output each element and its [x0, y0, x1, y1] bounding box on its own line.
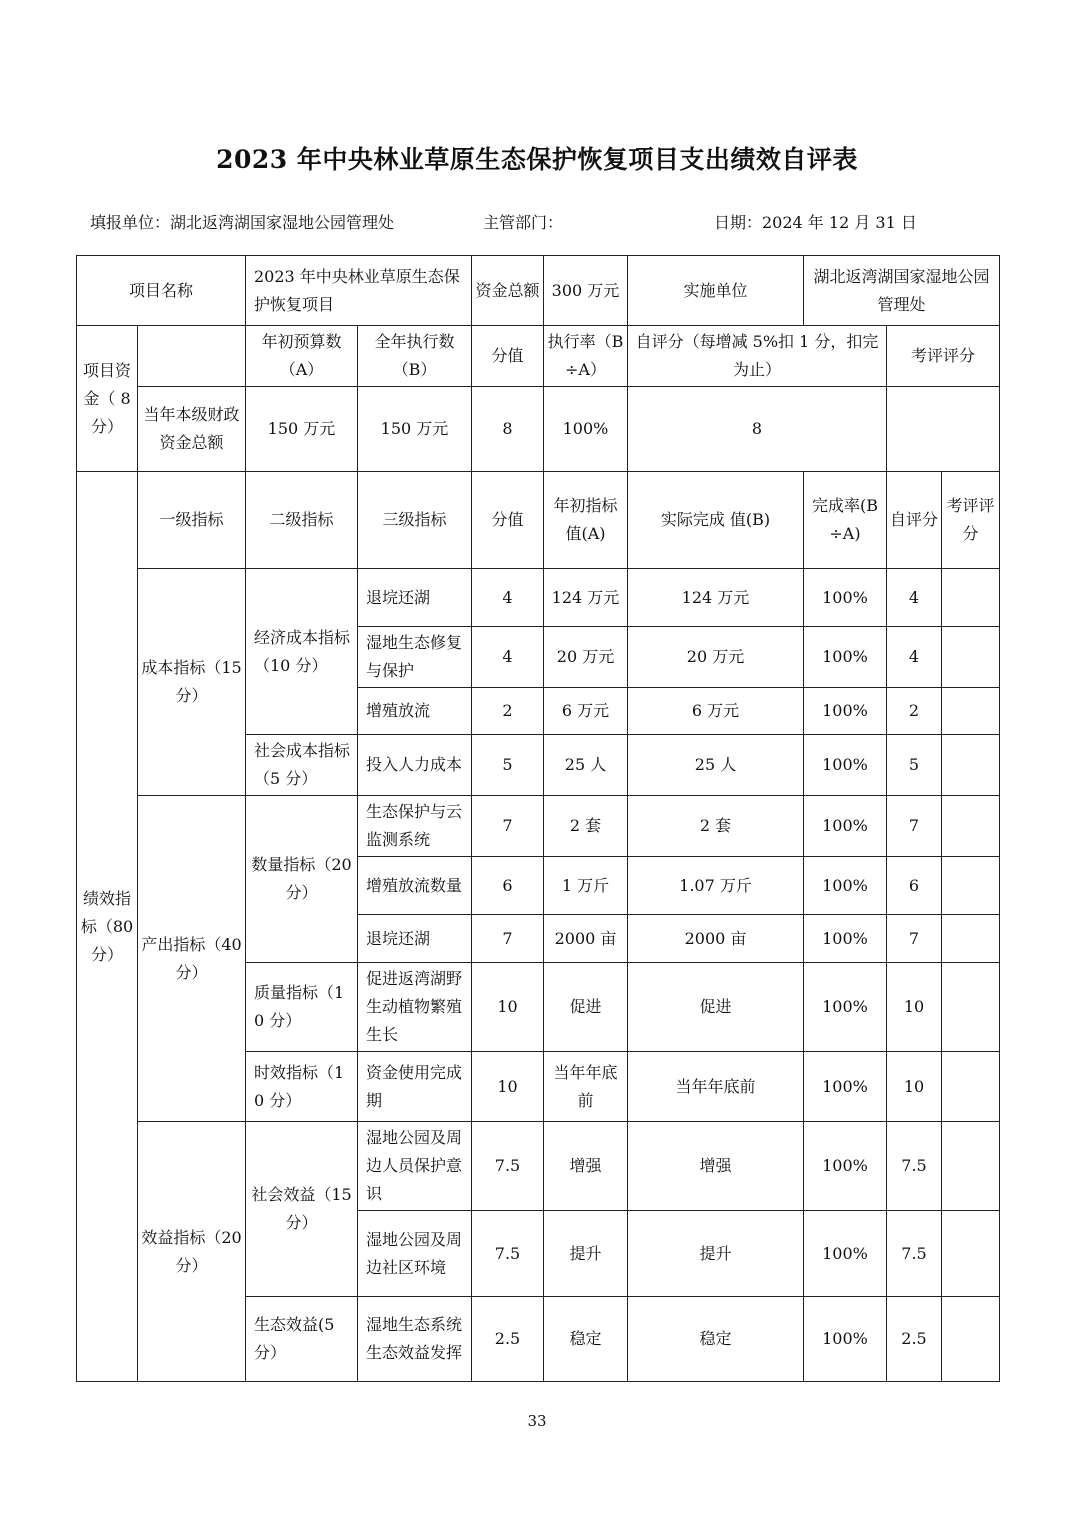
subgroup-quantity: 数量指标（20 分）: [246, 796, 358, 963]
fund-total: 300 万元: [544, 256, 628, 326]
self-evaluation-table: [76, 255, 1000, 1382]
table-row: [77, 796, 1000, 857]
col-self: 自评分: [887, 472, 942, 569]
indicator-score: 4: [472, 627, 544, 688]
project-name: 2023 年中央林业草原生态保护恢复项目: [246, 256, 472, 326]
funds-data-row: [77, 387, 1000, 472]
group-cost: 成本指标（15 分）: [138, 569, 246, 796]
indicator-target: 20 万元: [544, 627, 628, 688]
group-benefit: 效益指标（20 分）: [138, 1122, 246, 1382]
funds-eval-score: [887, 387, 1000, 472]
indicator-name: 生态保护与云监测系统: [358, 796, 472, 857]
funds-row-label: 当年本级财政资金总额: [138, 387, 246, 472]
indicator-self: 7: [887, 796, 942, 857]
subgroup-eco-benefit: 生态效益(5 分）: [246, 1297, 358, 1382]
indicator-name: 资金使用完成期: [358, 1052, 472, 1122]
indicator-eval: [942, 963, 1000, 1052]
indicator-target: 当年年底前: [544, 1052, 628, 1122]
subgroup-social-benefit: 社会效益（15 分）: [246, 1122, 358, 1297]
indicator-rate: 100%: [804, 857, 887, 915]
indicator-eval: [942, 1211, 1000, 1297]
indicator-target: 促进: [544, 963, 628, 1052]
indicator-eval: [942, 688, 1000, 735]
table-row: [77, 1122, 1000, 1211]
indicator-target: 1 万斤: [544, 857, 628, 915]
group-output: 产出指标（40 分）: [138, 796, 246, 1122]
indicator-score: 4: [472, 569, 544, 627]
indicator-rate: 100%: [804, 915, 887, 963]
indicator-eval: [942, 735, 1000, 796]
col-self-score: 自评分（每增减 5%扣 1 分，扣完为止）: [628, 326, 887, 387]
col-score: 分值: [472, 326, 544, 387]
indicator-self: 2.5: [887, 1297, 942, 1382]
funds-section-label: 项目资金（ 8 分）: [77, 326, 138, 472]
col-level3: 三级指标: [358, 472, 472, 569]
indicator-actual: 25 人: [628, 735, 804, 796]
impl-unit: 湖北返湾湖国家湿地公园管理处: [804, 256, 1000, 326]
indicator-name: 湿地公园及周边社区环境: [358, 1211, 472, 1297]
indicator-actual: 6 万元: [628, 688, 804, 735]
indicator-self: 7: [887, 915, 942, 963]
indicator-actual: 20 万元: [628, 627, 804, 688]
indicator-name: 退垸还湖: [358, 915, 472, 963]
indicator-rate: 100%: [804, 1297, 887, 1382]
indicator-eval: [942, 1052, 1000, 1122]
indicator-name: 增殖放流数量: [358, 857, 472, 915]
indicator-name: 增殖放流: [358, 688, 472, 735]
funds-exec: 150 万元: [358, 387, 472, 472]
col-level1: 一级指标: [138, 472, 246, 569]
col-complete-rate: 完成率(B÷A): [804, 472, 887, 569]
indicator-self: 10: [887, 1052, 942, 1122]
funds-self-score: 8: [628, 387, 887, 472]
indicator-score: 7.5: [472, 1211, 544, 1297]
indicator-eval: [942, 796, 1000, 857]
funds-score: 8: [472, 387, 544, 472]
indicator-eval: [942, 915, 1000, 963]
indicator-score: 2: [472, 688, 544, 735]
indicator-rate: 100%: [804, 627, 887, 688]
perf-header-row: [77, 472, 1000, 569]
indicator-score: 2.5: [472, 1297, 544, 1382]
subgroup-econ-cost: 经济成本指标（10 分）: [246, 569, 358, 735]
project-name-label: 项目名称: [77, 256, 246, 326]
table-row: [77, 569, 1000, 627]
subgroup-social-cost: 社会成本指标（5 分）: [246, 735, 358, 796]
indicator-name: 促进返湾湖野生动植物繁殖生长: [358, 963, 472, 1052]
indicator-target: 25 人: [544, 735, 628, 796]
indicator-score: 10: [472, 963, 544, 1052]
indicator-target: 提升: [544, 1211, 628, 1297]
indicator-actual: 当年年底前: [628, 1052, 804, 1122]
page-title: 2023 年中央林业草原生态保护恢复项目支出绩效自评表: [216, 145, 858, 174]
indicator-name: 湿地公园及周边人员保护意识: [358, 1122, 472, 1211]
indicator-self: 10: [887, 963, 942, 1052]
indicator-rate: 100%: [804, 963, 887, 1052]
indicator-name: 投入人力成本: [358, 735, 472, 796]
page-number: 33: [527, 1412, 547, 1430]
indicator-score: 7.5: [472, 1122, 544, 1211]
indicator-target: 增强: [544, 1122, 628, 1211]
indicator-actual: 124 万元: [628, 569, 804, 627]
subgroup-quality: 质量指标（10 分）: [246, 963, 358, 1052]
indicator-rate: 100%: [804, 569, 887, 627]
fund-total-label: 资金总额: [472, 256, 544, 326]
indicator-score: 10: [472, 1052, 544, 1122]
indicator-self: 4: [887, 569, 942, 627]
impl-unit-label: 实施单位: [628, 256, 804, 326]
perf-section-label: 绩效指标（80 分）: [77, 472, 138, 1382]
indicator-actual: 增强: [628, 1122, 804, 1211]
indicator-self: 5: [887, 735, 942, 796]
indicator-rate: 100%: [804, 1052, 887, 1122]
indicator-actual: 2000 亩: [628, 915, 804, 963]
col-eval-score: 考评评分: [887, 326, 1000, 387]
indicator-actual: 1.07 万斤: [628, 857, 804, 915]
funds-header-row: [77, 326, 1000, 387]
indicator-target: 124 万元: [544, 569, 628, 627]
report-date: 日期：2024 年 12 月 31 日: [714, 213, 917, 232]
col-rate: 执行率（B÷A）: [544, 326, 628, 387]
indicator-eval: [942, 569, 1000, 627]
indicator-actual: 稳定: [628, 1297, 804, 1382]
indicator-self: 6: [887, 857, 942, 915]
indicator-score: 6: [472, 857, 544, 915]
col-actual: 实际完成 值(B): [628, 472, 804, 569]
indicator-rate: 100%: [804, 1211, 887, 1297]
indicator-score: 7: [472, 796, 544, 857]
indicator-score: 7: [472, 915, 544, 963]
indicator-rate: 100%: [804, 1122, 887, 1211]
indicator-name: 湿地生态修复与保护: [358, 627, 472, 688]
supervising-dept: 主管部门：: [483, 213, 564, 232]
indicator-self: 7.5: [887, 1211, 942, 1297]
funds-rate: 100%: [544, 387, 628, 472]
funds-blank-cell: [138, 326, 246, 387]
indicator-rate: 100%: [804, 796, 887, 857]
indicator-rate: 100%: [804, 735, 887, 796]
indicator-eval: [942, 1122, 1000, 1211]
indicator-eval: [942, 857, 1000, 915]
indicator-name: 退垸还湖: [358, 569, 472, 627]
col-eval: 考评评分: [942, 472, 1000, 569]
indicator-self: 7.5: [887, 1122, 942, 1211]
indicator-eval: [942, 1297, 1000, 1382]
indicator-target: 2000 亩: [544, 915, 628, 963]
funds-budget: 150 万元: [246, 387, 358, 472]
col-level2: 二级指标: [246, 472, 358, 569]
indicator-self: 4: [887, 627, 942, 688]
indicator-eval: [942, 627, 1000, 688]
indicator-target: 6 万元: [544, 688, 628, 735]
indicator-score: 5: [472, 735, 544, 796]
subgroup-timeliness: 时效指标（10 分）: [246, 1052, 358, 1122]
project-header-row: [77, 256, 1000, 326]
indicator-target: 稳定: [544, 1297, 628, 1382]
col-target: 年初指标值(A): [544, 472, 628, 569]
col-budget: 年初预算数（A）: [246, 326, 358, 387]
fill-unit: 填报单位：湖北返湾湖国家湿地公园管理处: [90, 213, 395, 232]
col-perf-score: 分值: [472, 472, 544, 569]
col-exec: 全年执行数（B）: [358, 326, 472, 387]
indicator-actual: 2 套: [628, 796, 804, 857]
indicator-rate: 100%: [804, 688, 887, 735]
indicator-actual: 促进: [628, 963, 804, 1052]
indicator-actual: 提升: [628, 1211, 804, 1297]
indicator-target: 2 套: [544, 796, 628, 857]
indicator-self: 2: [887, 688, 942, 735]
indicator-name: 湿地生态系统生态效益发挥: [358, 1297, 472, 1382]
